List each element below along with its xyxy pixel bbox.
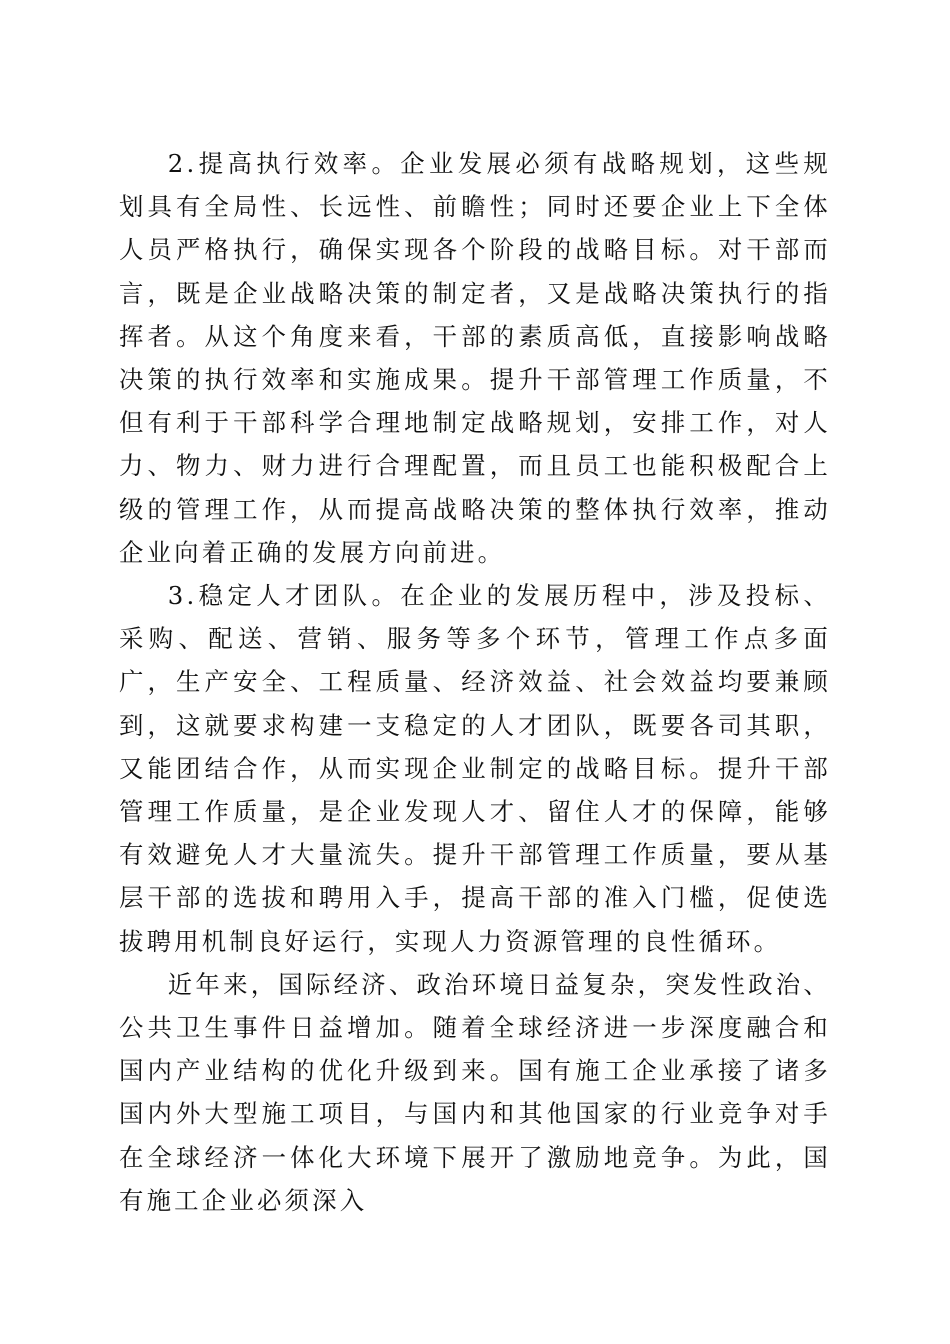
paragraph-recent-years: 近年来，国际经济、政治环境日益复杂，突发性政治、公共卫生事件日益增加。随着全球经济进一步深度融合和国内产业结构的优化升级到来。国有施工企业承接了诸多国内外大型施工项目，与国内和其他国家的行业竞争对手在全球经济一体化大环境下展开了激励地竞争。为此，国有施工企业必须深入 xyxy=(119,969,831,1215)
paragraph-execution-efficiency: 2.提高执行效率。企业发展必须有战略规划，这些规划具有全局性、长远性、前瞻性；同时还要企业上下全体人员严格执行，确保实现各个阶段的战略目标。对干部而言，既是企业战略决策的制定者，又是战略决策执行的指挥者。从这个角度来看，干部的素质高低，直接影响战略决策的执行效率和实施成果。提升干部管理工作质量，不但有利于干部科学合理地制定战略规划，安排工作，对人力、物力、财力进行合理配置，而且员工也能积极配合上级的管理工作，从而提高战略决策的整体执行效率，推动企业向着正确的发展方向前进。 xyxy=(119,149,831,567)
document-body xyxy=(119,142,831,1222)
paragraph-talent-team: 3.稳定人才团队。在企业的发展历程中，涉及投标、采购、配送、营销、服务等多个环节，管理工作点多面广，生产安全、工程质量、经济效益、社会效益均要兼顾到，这就要求构建一支稳定的人才团队，既要各司其职，又能团结合作，从而实现企业制定的战略目标。提升干部管理工作质量，是企业发现人才、留住人才的保障，能够有效避免人才大量流失。提升干部管理工作质量，要从基层干部的选拔和聘用入手，提高干部的准入门槛，促使选拔聘用机制良好运行，实现人力资源管理的良性循环。 xyxy=(119,581,831,956)
